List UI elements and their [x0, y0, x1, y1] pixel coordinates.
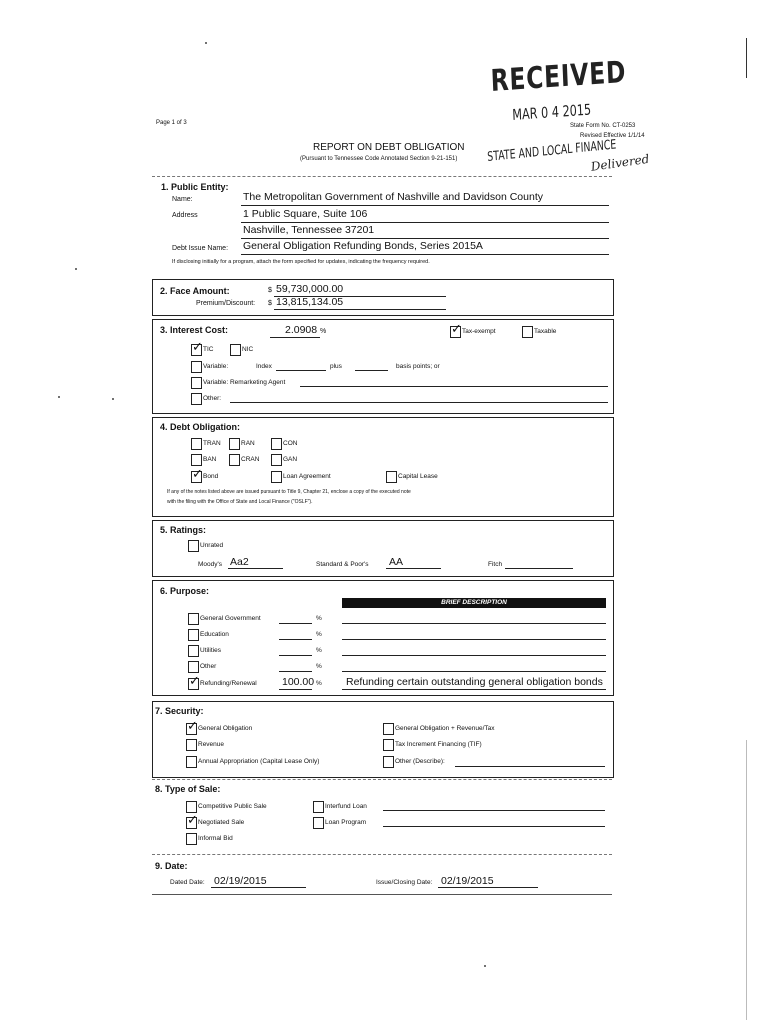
face-currency: $	[268, 287, 272, 294]
other-rate-underline	[230, 402, 608, 403]
section-2-box	[152, 279, 614, 316]
other-rate-label: Other:	[203, 395, 222, 402]
section-1-heading: 1. Public Entity:	[161, 182, 229, 192]
competitive-sale-label: Competitive Public Sale	[198, 803, 267, 810]
variable-label: Variable:	[203, 363, 229, 370]
nic-checkbox[interactable]	[230, 344, 241, 356]
unrated-checkbox[interactable]	[188, 540, 199, 552]
tic-label: TIC	[203, 346, 214, 353]
scan-edge-mark	[746, 740, 747, 1020]
revised-date: Revised Effective 1/1/14	[580, 133, 645, 139]
ban-label: BAN	[203, 456, 217, 463]
utilities-checkbox[interactable]	[188, 645, 199, 657]
bond-label: Bond	[203, 473, 219, 480]
section-4-heading: 4. Debt Obligation:	[160, 422, 240, 432]
check-icon: ✓	[451, 322, 462, 337]
loan-agreement-label: Loan Agreement	[283, 473, 331, 480]
form-number: State Form No. CT-0253	[570, 123, 636, 129]
page-title: REPORT ON DEBT OBLIGATION	[313, 142, 465, 153]
other-desc-underline	[342, 671, 606, 672]
section-8-heading: 8. Type of Sale:	[155, 784, 221, 794]
general-obligation-label: General Obligation	[198, 725, 253, 732]
check-icon: ✓	[187, 719, 198, 734]
moodys-underline	[228, 568, 283, 569]
sp-rating: AA	[389, 556, 404, 568]
loan-program-underline	[383, 826, 605, 827]
address2-underline	[241, 238, 609, 239]
tran-label: TRAN	[203, 440, 221, 447]
name-label: Name:	[172, 196, 193, 203]
issue-name-underline	[241, 254, 609, 255]
premium-label: Premium/Discount:	[196, 300, 256, 307]
general-government-checkbox[interactable]	[188, 613, 199, 625]
revenue-label: Revenue	[198, 741, 225, 748]
remarketing-checkbox[interactable]	[191, 377, 202, 389]
section-divider	[152, 176, 612, 178]
debt-issue-name-label: Debt Issue Name:	[172, 245, 229, 252]
premium-currency: $	[268, 300, 272, 307]
nic-label: NIC	[242, 346, 254, 353]
general-government-label: General Government	[200, 615, 261, 622]
gg-desc-underline	[342, 623, 606, 624]
loan-program-checkbox[interactable]	[313, 817, 324, 829]
check-icon: ✓	[189, 674, 200, 689]
refunding-checkbox[interactable]	[188, 674, 200, 690]
gg-pct-underline	[279, 623, 312, 624]
util-desc-underline	[342, 655, 606, 656]
variable-checkbox[interactable]	[191, 361, 202, 373]
edu-desc-underline	[342, 639, 606, 640]
interest-rate: 2.0908	[285, 324, 318, 336]
moodys-label: Moody's	[198, 561, 223, 568]
refunding-percent: 100.00	[282, 676, 315, 688]
section-7-heading: 7. Security:	[155, 706, 204, 716]
taxable-label: Taxable	[534, 328, 557, 335]
debt-note-line-2: with the filing with the Office of State and Local Finance ("OSLF").	[167, 499, 313, 505]
entity-name: The Metropolitan Government of Nashville and Davidson County	[243, 191, 543, 203]
tif-checkbox[interactable]	[383, 739, 394, 751]
tax-exempt-label: Tax-exempt	[462, 328, 496, 335]
refunding-pct-underline	[279, 689, 312, 690]
section-6-heading: 6. Purpose:	[160, 586, 210, 596]
other-purpose-label: Other	[200, 663, 217, 670]
negotiated-sale-checkbox[interactable]	[186, 813, 198, 829]
annual-appropriation-label: Annual Appropriation (Capital Lease Only)	[198, 758, 320, 765]
util-pct-underline	[279, 655, 312, 656]
interfund-loan-checkbox[interactable]	[313, 801, 324, 813]
stamp-office: STATE AND LOCAL FINANCE	[487, 137, 617, 165]
scan-speck	[484, 965, 486, 967]
closing-date-underline	[438, 887, 538, 888]
address-line-2: Nashville, Tennessee 37201	[243, 224, 375, 236]
unrated-label: Unrated	[200, 542, 224, 549]
page-number: Page 1 of 3	[156, 120, 187, 126]
stamp-date: MAR 0 4 2015	[512, 100, 592, 124]
gan-checkbox[interactable]	[271, 454, 282, 466]
bond-checkbox[interactable]	[191, 467, 203, 483]
education-label: Education	[200, 631, 229, 638]
handwritten-delivered: Delivered	[590, 151, 651, 174]
taxable-checkbox[interactable]	[522, 326, 533, 338]
gg-pct-sign: %	[316, 615, 322, 622]
other-security-checkbox[interactable]	[383, 756, 394, 768]
debt-note-line-1: If any of the notes listed above are issued pursuant to Title 9, Chapter 21, enclose a copy of the executed note	[167, 489, 411, 495]
scan-speck	[112, 398, 114, 400]
general-obligation-checkbox[interactable]	[186, 719, 198, 735]
address-line-1: 1 Public Square, Suite 106	[243, 208, 368, 220]
basis-points-label: basis points; or	[396, 363, 440, 370]
utilities-label: Utilities	[200, 647, 221, 654]
remarketing-underline	[300, 386, 608, 387]
address-label: Address	[172, 212, 198, 219]
check-icon: ✓	[192, 340, 203, 355]
premium-underline	[274, 309, 446, 310]
moodys-rating: Aa2	[230, 556, 249, 568]
remarketing-label: Variable: Remarketing Agent	[203, 379, 286, 386]
closing-date-label: Issue/Closing Date:	[376, 879, 433, 886]
informal-bid-checkbox[interactable]	[186, 833, 197, 845]
negotiated-sale-label: Negotiated Sale	[198, 819, 245, 826]
interest-percent: %	[320, 328, 327, 335]
edu-pct-underline	[279, 639, 312, 640]
scan-edge-mark	[746, 38, 747, 78]
premium-value: 13,815,134.05	[276, 296, 344, 308]
competitive-sale-checkbox[interactable]	[186, 801, 197, 813]
scan-speck	[58, 396, 60, 398]
interfund-loan-label: Interfund Loan	[325, 803, 367, 810]
face-amount-value: 59,730,000.00	[276, 283, 344, 295]
other-security-label: Other (Describe):	[395, 758, 445, 765]
con-label: CON	[283, 440, 298, 447]
page-bottom-rule	[152, 894, 612, 895]
tic-checkbox[interactable]	[191, 340, 203, 356]
cran-checkbox[interactable]	[229, 454, 240, 466]
section-divider	[152, 854, 612, 856]
ban-checkbox[interactable]	[191, 454, 202, 466]
loan-agreement-checkbox[interactable]	[271, 471, 282, 483]
scan-speck	[205, 42, 207, 44]
ran-checkbox[interactable]	[229, 438, 240, 450]
cran-label: CRAN	[241, 456, 260, 463]
name-underline	[241, 205, 609, 206]
revenue-checkbox[interactable]	[186, 739, 197, 751]
check-icon: ✓	[192, 467, 203, 482]
check-icon: ✓	[187, 813, 198, 828]
refunding-desc-underline	[342, 689, 606, 690]
brief-description-banner: BRIEF DESCRIPTION	[342, 598, 606, 608]
util-pct-sign: %	[316, 647, 322, 654]
index-underline	[276, 370, 326, 371]
dated-date-value: 02/19/2015	[214, 875, 267, 887]
other-pct-sign: %	[316, 663, 322, 670]
con-checkbox[interactable]	[271, 438, 282, 450]
dated-date-underline	[211, 887, 306, 888]
index-label: Index	[256, 363, 272, 370]
annual-appropriation-checkbox[interactable]	[186, 756, 197, 768]
section-divider	[152, 779, 612, 781]
sp-underline	[386, 568, 441, 569]
tran-checkbox[interactable]	[191, 438, 202, 450]
fitch-underline	[505, 568, 573, 569]
refunding-description: Refunding certain outstanding general obligation bonds	[346, 676, 603, 688]
other-rate-checkbox[interactable]	[191, 393, 202, 405]
rate-underline	[270, 337, 320, 338]
scan-speck	[75, 268, 77, 270]
edu-pct-sign: %	[316, 631, 322, 638]
go-revenue-tax-checkbox[interactable]	[383, 723, 394, 735]
plus-label: plus	[330, 363, 342, 370]
ran-label: RAN	[241, 440, 255, 447]
interfund-underline	[383, 810, 605, 811]
tif-label: Tax Increment Financing (TIF)	[395, 741, 482, 748]
other-purpose-checkbox[interactable]	[188, 661, 199, 673]
section-2-heading: 2. Face Amount:	[160, 286, 230, 296]
education-checkbox[interactable]	[188, 629, 199, 641]
section-9-heading: 9. Date:	[155, 861, 188, 871]
debt-issue-name: General Obligation Refunding Bonds, Series 2015A	[243, 240, 483, 252]
other-pct-underline	[279, 671, 312, 672]
sp-label: Standard & Poor's	[316, 561, 369, 568]
page-subtitle: (Pursuant to Tennessee Code Annotated Section 9-21-151)	[300, 156, 458, 162]
capital-lease-checkbox[interactable]	[386, 471, 397, 483]
refunding-pct-sign: %	[316, 680, 322, 687]
received-stamp: RECEIVED	[490, 54, 627, 99]
go-revenue-tax-label: General Obligation + Revenue/Tax	[395, 725, 495, 732]
section-3-heading: 3. Interest Cost:	[160, 325, 229, 335]
program-note: If disclosing initially for a program, attach the form specified for updates, indicating the frequency required.	[172, 259, 430, 265]
gan-label: GAN	[283, 456, 298, 463]
section-5-heading: 5. Ratings:	[160, 525, 207, 535]
fitch-label: Fitch	[488, 561, 503, 568]
informal-bid-label: Informal Bid	[198, 835, 233, 842]
other-security-underline	[455, 766, 605, 767]
refunding-label: Refunding/Renewal	[200, 680, 257, 687]
closing-date-value: 02/19/2015	[441, 875, 494, 887]
plus-underline	[355, 370, 388, 371]
capital-lease-label: Capital Lease	[398, 473, 438, 480]
tax-exempt-checkbox[interactable]	[450, 322, 462, 338]
dated-date-label: Dated Date:	[170, 879, 205, 886]
loan-program-label: Loan Program	[325, 819, 367, 826]
address1-underline	[241, 222, 609, 223]
